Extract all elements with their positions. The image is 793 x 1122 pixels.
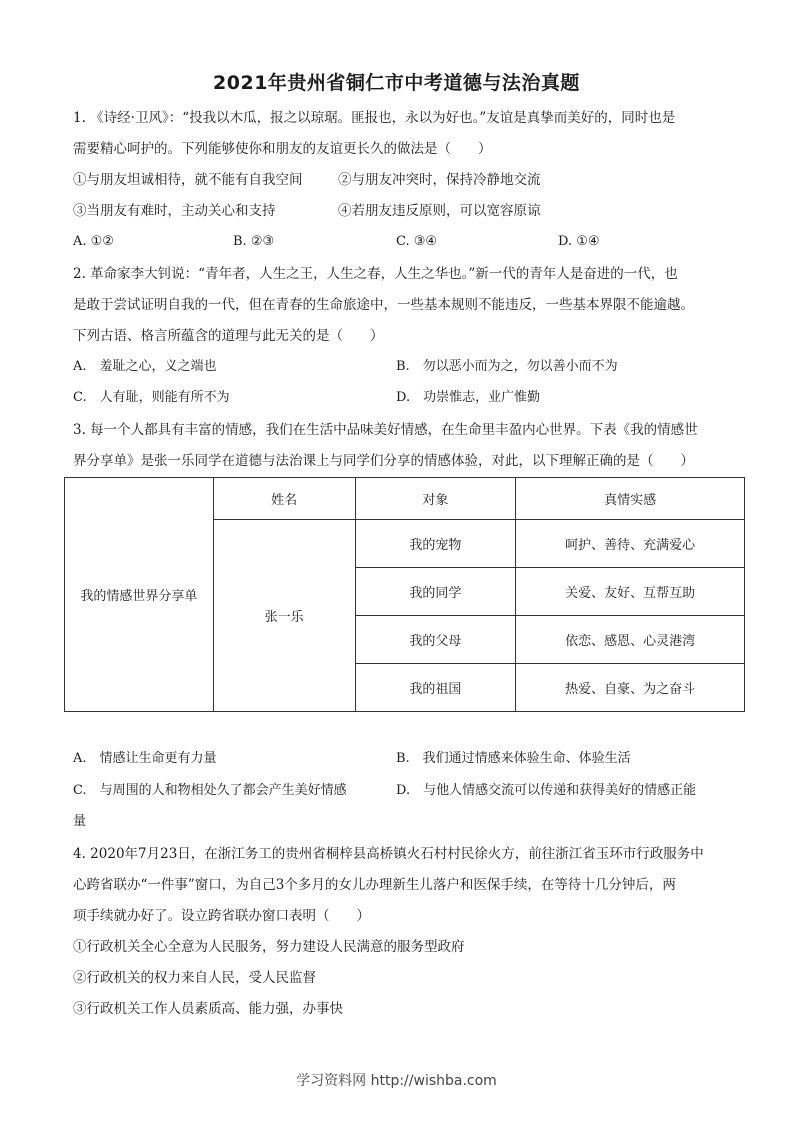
emotion-share-table [64,477,745,712]
q3-option-b: B. 我们通过情感来体验生命、体验生活 [396,751,631,766]
table-cell-object: 我的祖国 [355,664,516,712]
table-cell-object: 我的同学 [355,568,516,616]
q2-option-c: C. 人有耻，则能有所不为 [73,390,230,405]
q3-line-2: 界分享单》是张一乐同学在道德与法治课上与同学们分享的情感体验，对此，以下理解正确的是（ ） [73,453,694,469]
q3-option-d: D. 与他人情感交流可以传递和获得美好的情感正能 [396,783,697,798]
q2-line-2: 是敢于尝试证明自我的一代，但在青春的生命旅途中，一些基本规则不能违反，一些基本界限不能逾越。 [73,297,694,313]
q1-statement-4: ④若朋友违反原则，可以宽容原谅 [338,203,541,219]
q2-option-b: B. 勿以恶小而为之，勿以善小而不为 [396,359,618,374]
q3-line-1: 3. 每一个人都具有丰富的情感，我们在生活中品味美好情感，在生命里丰盈内心世界。下表《我的情感世 [73,422,698,438]
q3-option-c: C. 与周围的人和物相处久了都会产生美好情感 [73,783,347,798]
q1-statement-2: ②与朋友冲突时，保持冷静地交流 [338,172,541,188]
table-name-cell: 张一乐 [213,520,355,712]
q4-statement-1: ①行政机关全心全意为人民服务，努力建设人民满意的服务型政府 [73,939,465,955]
q1-option-a: A. ①② [73,234,114,249]
table-col-feeling: 真情实感 [516,478,745,520]
q2-line-3: 下列古语、格言所蕴含的道理与此无关的是（ ） [73,328,384,344]
q1-statement-3: ③当朋友有难时，主动关心和支持 [73,203,276,219]
table-cell-feeling: 呵护、善待、充满爱心 [516,520,745,568]
q4-line-2: 心跨省联办“一件事”窗口，为自己3个多月的女儿办理新生儿落户和医保手续，在等待十几分钟后，两 [73,877,676,893]
table-cell-feeling: 热爱、自豪、为之奋斗 [516,664,745,712]
q1-line-1: 1. 《诗经·卫风》：“投我以木瓜，报之以琼琚。匪报也，永以为好也。”友谊是真挚而美好的，同时也是 [73,110,676,126]
q2-option-d: D. 功崇惟志，业广惟勤 [396,390,541,405]
table-col-name: 姓名 [213,478,355,520]
q2-line-1: 2. 革命家李大钊说：“青年者，人生之王，人生之春，人生之华也。”新一代的青年人是奋进的一代，也 [73,266,678,282]
q2-option-a: A. 羞耻之心，义之端也 [73,359,217,374]
table-col-object: 对象 [355,478,516,520]
table-cell-feeling: 依恋、感恩、心灵港湾 [516,616,745,664]
page-title: 2021年贵州省铜仁市中考道德与法治真题 [213,72,580,94]
table-cell-object: 我的宠物 [355,520,516,568]
q1-option-d: D. ①④ [558,234,600,249]
q4-statement-2: ②行政机关的权力来自人民，受人民监督 [73,970,316,986]
q1-option-b: B. ②③ [233,234,275,249]
footer-watermark: 学习资料网 http://wishba.com [296,1073,497,1089]
q1-line-2: 需要精心呵护的。下列能够使你和朋友的友谊更长久的做法是（ ） [73,141,492,157]
table-header-row [65,478,745,520]
q4-statement-3: ③行政机关工作人员素质高、能力强，办事快 [73,1001,343,1017]
q4-line-3: 项手续就办好了。设立跨省联办窗口表明（ ） [73,908,370,924]
q3-option-a: A. 情感让生命更有力量 [73,751,217,766]
q1-option-c: C. ③④ [396,234,438,249]
table-cell-object: 我的父母 [355,616,516,664]
q3-option-d-continued: 量 [73,814,87,829]
q4-line-1: 4. 2020年7月23日，在浙江务工的贵州省桐梓县高桥镇火石村村民徐火方，前往浙江省玉环市行政服务中 [73,846,704,862]
table-row-header: 我的情感世界分享单 [65,478,214,712]
table-cell-feeling: 关爱、友好、互帮互助 [516,568,745,616]
q1-statement-1: ①与朋友坦诚相待，就不能有自我空间 [73,172,303,188]
